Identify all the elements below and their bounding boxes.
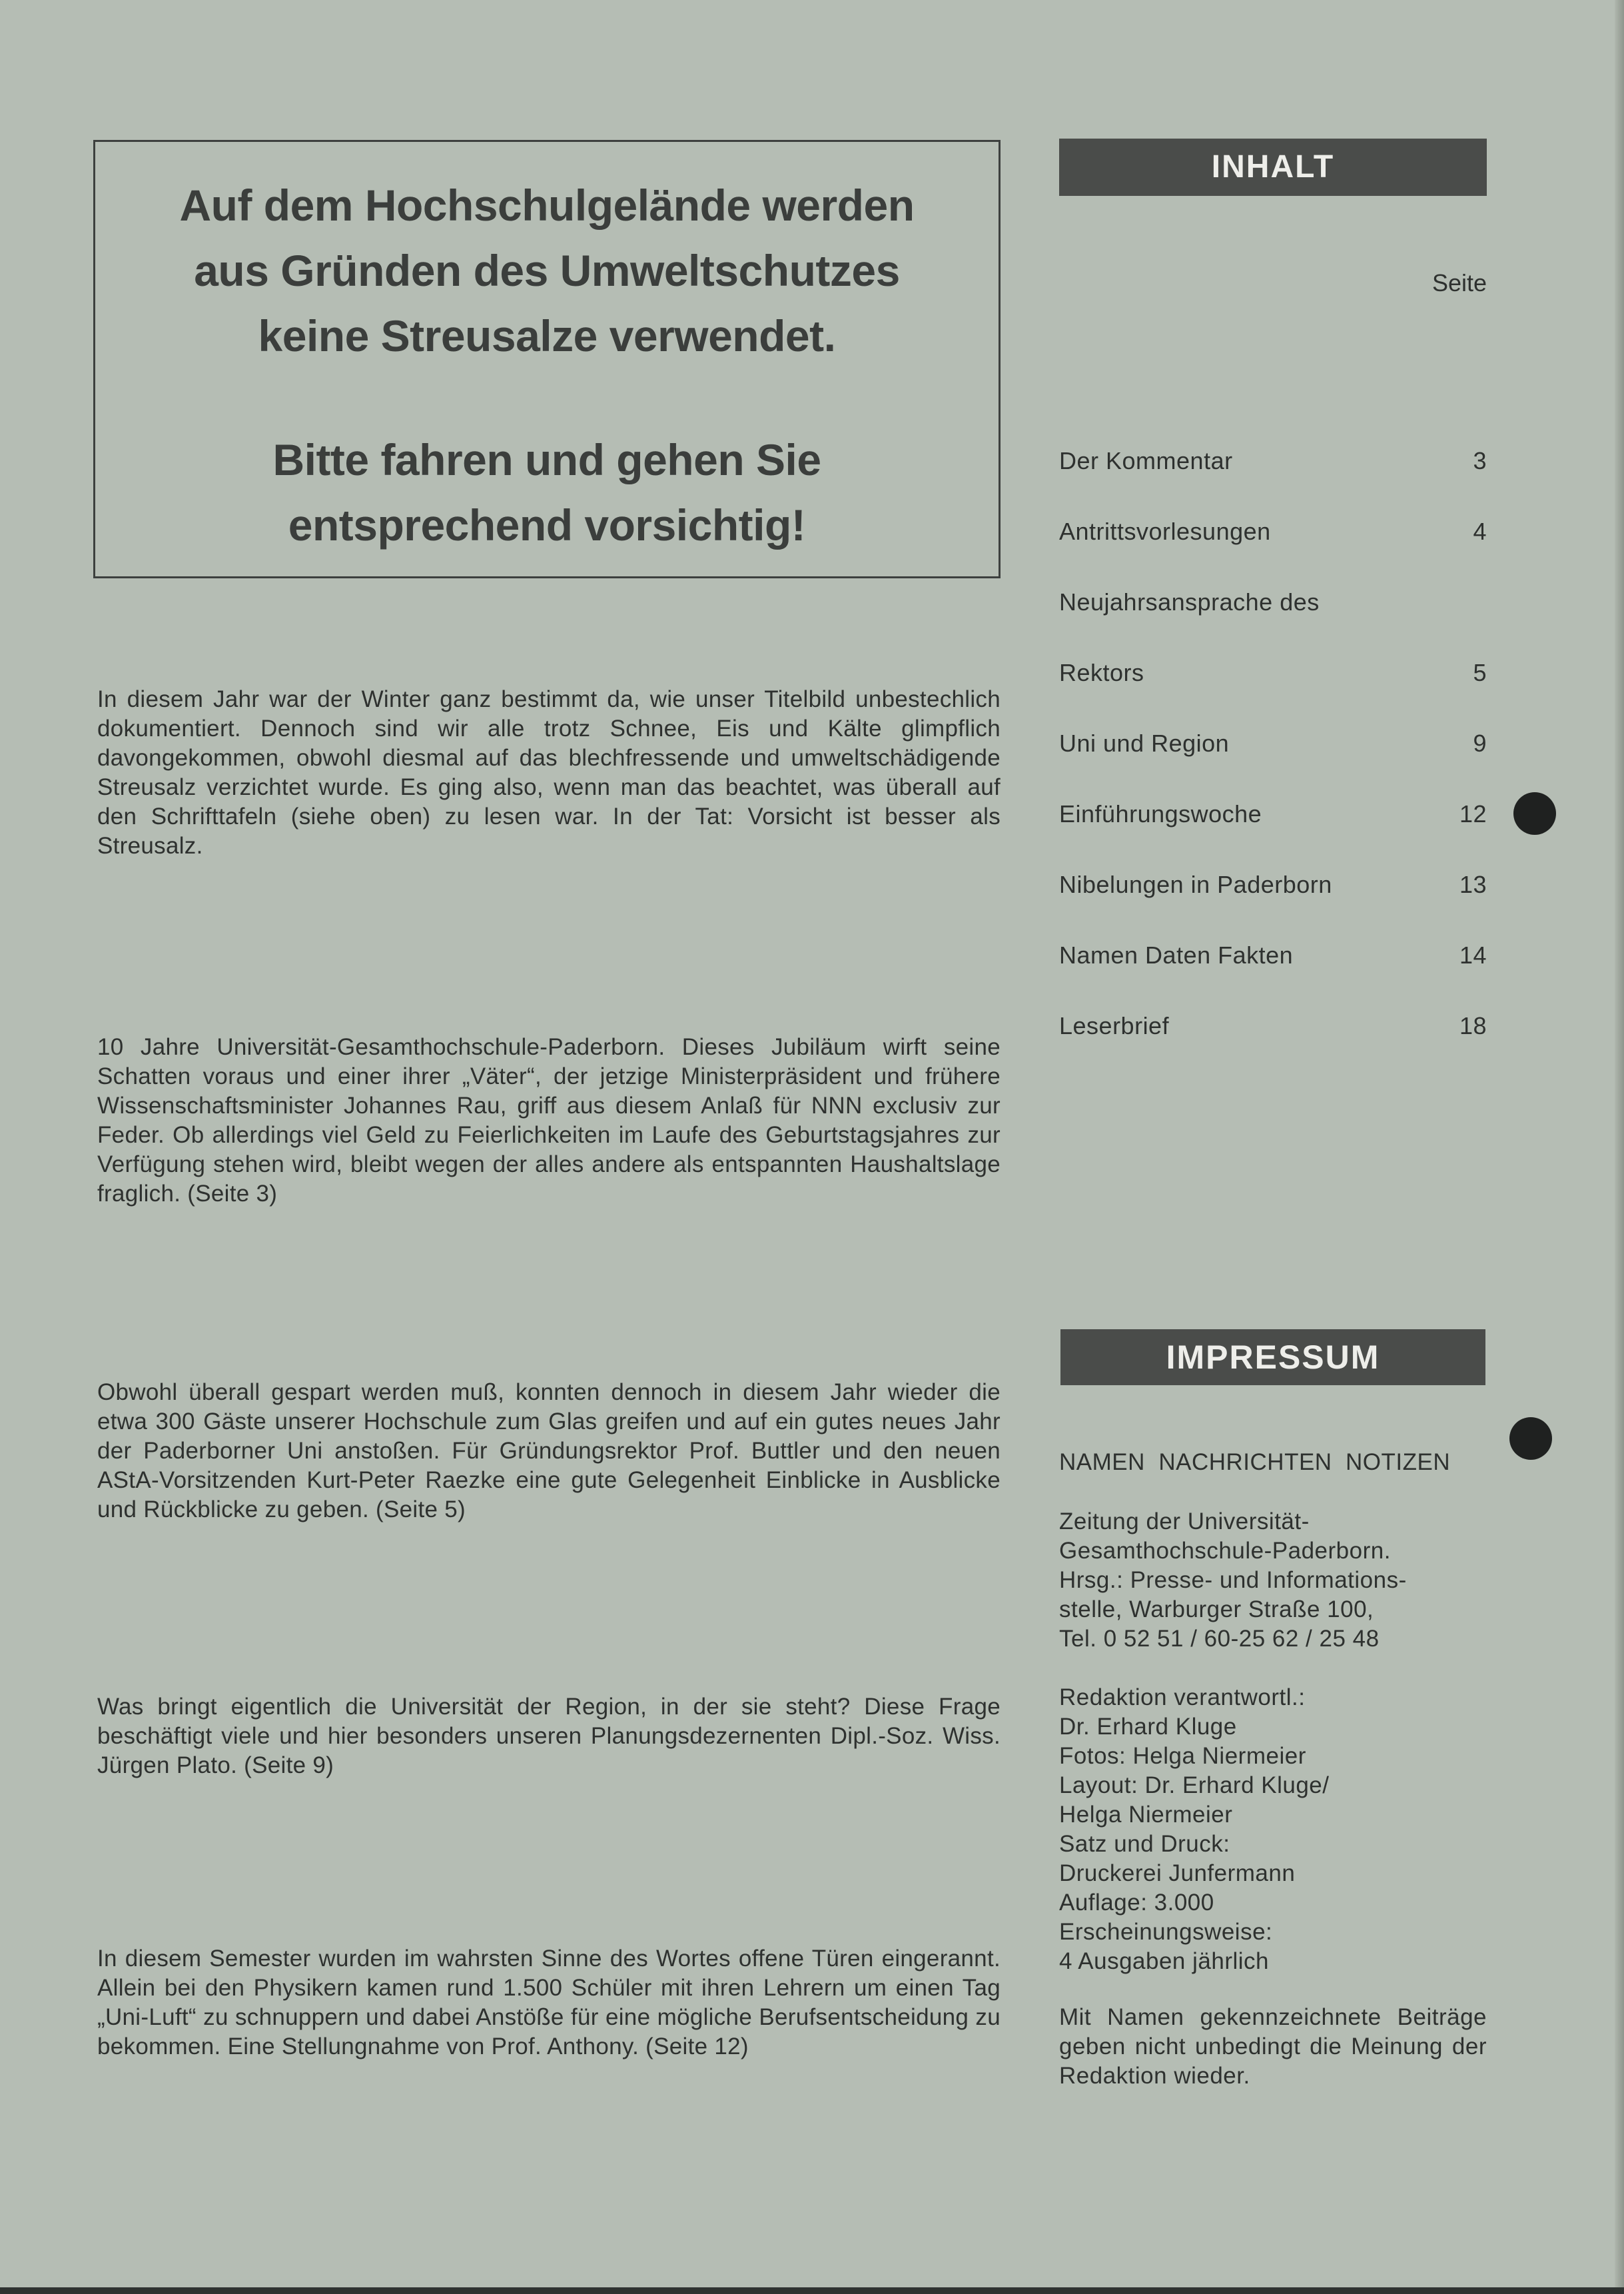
toc-entry-page: 3 bbox=[1473, 447, 1487, 474]
impressum-header: IMPRESSUM bbox=[1060, 1329, 1485, 1385]
toc-page-column-label: Seite bbox=[1431, 269, 1487, 296]
impressum-credits-line: 4 Ausgaben jährlich bbox=[1059, 1948, 1269, 1974]
toc-entry-page: 9 bbox=[1473, 730, 1487, 757]
article-teaser-neujahr: Obwohl überall gespart werden muß, konnten dennoch in diesem Jahr wieder die etwa 300 Gäste unserer Hochschule zum Glas greifen und auf ein gutes neues Jahr der Paderborner Uni anstoßen. Für Gründungsrektor Prof. Buttler und den neuen AStA-Vorsitzenden Kurt-Peter Raezke eine gute Gelegenheit Einblicke in Ausblicke und Rückblicke zu geben. (Seite 5) bbox=[97, 1379, 1001, 1522]
toc-entry[interactable] bbox=[1059, 515, 1487, 548]
punch-hole bbox=[1513, 792, 1556, 835]
impressum-credits-line: Erscheinungsweise: bbox=[1059, 1919, 1273, 1945]
toc-entry[interactable] bbox=[1059, 868, 1487, 901]
impressum-credits-line: Satz und Druck: bbox=[1059, 1831, 1230, 1857]
impressum-credits-line: Helga Niermeier bbox=[1059, 1802, 1233, 1828]
impressum-credits-line: Druckerei Junfermann bbox=[1059, 1860, 1296, 1886]
notice-line: aus Gründen des Umweltschutzes bbox=[194, 246, 900, 295]
toc-entry[interactable] bbox=[1059, 1009, 1487, 1043]
notice-warning-line: Bitte fahren und gehen Sie bbox=[272, 435, 821, 484]
toc-entry[interactable] bbox=[1059, 586, 1487, 619]
article-teaser-offene-tueren: In diesem Semester wurden im wahrsten Sinne des Wortes offene Türen eingerannt. Allein bei den Physikern kamen rund 1.500 Schüler mit ihren Lehrern um einen Tag „Uni-Luft“ zu schnuppern und dabei Anstöße für eine mögliche Berufsentscheidung zu bekommen. Eine Stellungnahme von Prof. Anthony. (Seite 12) bbox=[97, 1946, 1001, 2059]
notice-warning-line: entsprechend vorsichtig! bbox=[288, 500, 806, 550]
toc-entry[interactable] bbox=[1059, 727, 1487, 760]
toc-entry-page: 14 bbox=[1459, 941, 1487, 969]
toc-entry-title: Antrittsvorlesungen bbox=[1059, 518, 1271, 545]
impressum-publisher-line: Tel. 0 52 51 / 60-25 62 / 25 48 bbox=[1059, 1626, 1380, 1652]
notice-line: Auf dem Hochschulgelände werden bbox=[179, 181, 915, 230]
impressum-credits-line: Dr. Erhard Kluge bbox=[1059, 1714, 1237, 1740]
article-teaser-region: Was bringt eigentlich die Universität der Region, in der sie steht? Diese Frage beschäftigt viele und hier besonders unseren Planungsdezernenten Dipl.-Soz. Wiss. Jürgen Plato. (Seite 9) bbox=[97, 1694, 1001, 1778]
toc-entry-page: 12 bbox=[1459, 800, 1487, 828]
impressum-publisher-line: Gesamthochschule-Paderborn. bbox=[1059, 1538, 1391, 1564]
impressum-publisher-line: Hrsg.: Presse- und Informations- bbox=[1059, 1567, 1407, 1593]
toc-entry[interactable] bbox=[1059, 939, 1487, 972]
page-edge-bottom bbox=[0, 2287, 1624, 2294]
impressum-disclaimer: Mit Namen gekennzeichnete Beiträge geben nicht unbedingt die Meinung der Redaktion wieder. bbox=[1059, 2004, 1487, 2089]
impressum-publisher-line: Zeitung der Universität- bbox=[1059, 1508, 1310, 1534]
impressum-credits-line: Redaktion verantwortl.: bbox=[1059, 1684, 1306, 1710]
inhalt-header: INHALT bbox=[1059, 139, 1487, 196]
toc-entry-title: Der Kommentar bbox=[1059, 447, 1233, 474]
toc-entry-title: Einführungswoche bbox=[1059, 800, 1262, 828]
notice-warning-text bbox=[95, 427, 999, 558]
toc-entry-title: Rektors bbox=[1059, 659, 1144, 686]
toc-entry-title: Nibelungen in Paderborn bbox=[1059, 871, 1332, 898]
article-teaser-jubilaeum: 10 Jahre Universität-Gesamthochschule-Paderborn. Dieses Jubiläum wirft seine Schatten voraus und einer ihrer „Väter“, der jetzige Ministerpräsident und frühere Wissenschaftsminister Johannes Rau, griff aus diesem Anlaß für NNN exclusiv zur Feder. Ob allerdings viel Geld zu Feierlichkeiten im Laufe des Geburtstagsjahres zur Verfügung stehen wird, bleibt wegen der alles andere als entspannten Haushaltslage fraglich. (Seite 3) bbox=[97, 1034, 1001, 1207]
page-edge-right bbox=[1615, 0, 1624, 2294]
toc-entry-title: Leserbrief bbox=[1059, 1012, 1170, 1039]
impressum-publisher-line: stelle, Warburger Straße 100, bbox=[1059, 1596, 1374, 1622]
impressum-subtitle: NAMEN NACHRICHTEN NOTIZEN bbox=[1059, 1449, 1451, 1475]
toc-entry-title: Uni und Region bbox=[1059, 730, 1230, 757]
notice-main-text bbox=[95, 173, 999, 368]
toc-entry-page: 18 bbox=[1459, 1012, 1487, 1039]
toc-entry-page: 4 bbox=[1473, 518, 1487, 545]
impressum-credits bbox=[1059, 1683, 1487, 1976]
toc-entry-page: 13 bbox=[1459, 871, 1487, 898]
toc-entry-title: Neujahrsansprache des bbox=[1059, 588, 1320, 616]
toc-entry-title: Namen Daten Fakten bbox=[1059, 941, 1294, 969]
impressum-publisher bbox=[1059, 1507, 1487, 1654]
punch-hole bbox=[1509, 1417, 1552, 1460]
impressum-credits-line: Auflage: 3.000 bbox=[1059, 1890, 1214, 1916]
toc-entry-page: 5 bbox=[1473, 659, 1487, 686]
notice-line: keine Streusalze verwendet. bbox=[258, 311, 836, 360]
toc-entry[interactable] bbox=[1059, 798, 1487, 831]
notice-box bbox=[93, 140, 1001, 578]
article-teaser-winter: In diesem Jahr war der Winter ganz bestimmt da, wie unser Titelbild unbestechlich dokumentiert. Dennoch sind wir alle trotz Schnee, Eis und Kälte glimpflich davongekommen, obwohl diesmal auf das blechfressende und umweltschädigende Streusalz verzichtet wurde. Es ging also, wenn man das beachtet, was überall auf den Schrifttafeln (siehe oben) zu lesen war. In der Tat: Vorsicht ist besser als Streusalz. bbox=[97, 686, 1001, 859]
toc-entry[interactable] bbox=[1059, 444, 1487, 478]
impressum-credits-line: Layout: Dr. Erhard Kluge/ bbox=[1059, 1772, 1330, 1798]
impressum-credits-line: Fotos: Helga Niermeier bbox=[1059, 1743, 1306, 1769]
toc-entry[interactable] bbox=[1059, 656, 1487, 690]
